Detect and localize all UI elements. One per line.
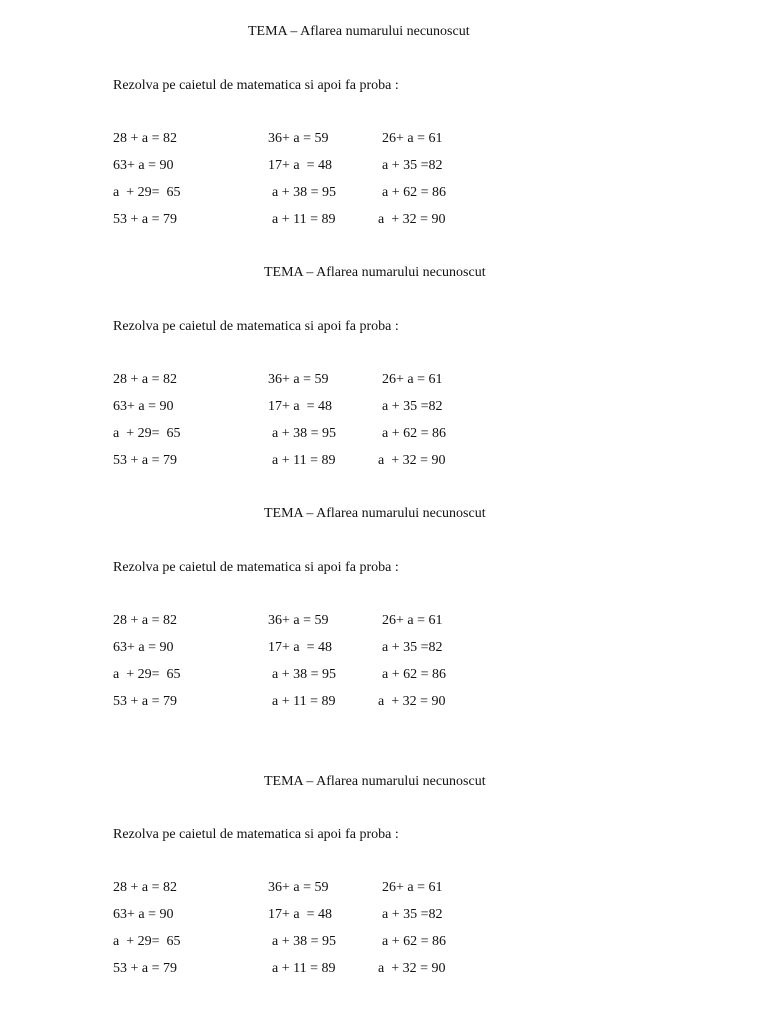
equation: a + 11 = 89 xyxy=(272,453,336,468)
equation: 53 + a = 79 xyxy=(113,212,178,227)
equation: 28 + a = 82 xyxy=(113,131,178,146)
equation: a + 38 = 95 xyxy=(272,185,337,200)
equation-row xyxy=(0,371,768,389)
section-instruction: Rezolva pe caietul de matematica si apoi fa proba : xyxy=(113,78,399,93)
equation: a + 29= 65 xyxy=(113,426,181,441)
equation: a + 11 = 89 xyxy=(272,212,336,227)
equation-row xyxy=(0,211,768,229)
equation: a + 11 = 89 xyxy=(272,694,336,709)
equation-row xyxy=(0,398,768,416)
equation: 36+ a = 59 xyxy=(268,880,329,895)
equation: 63+ a = 90 xyxy=(113,907,174,922)
equation: 53 + a = 79 xyxy=(113,453,178,468)
equation-row xyxy=(0,425,768,443)
equation: 17+ a = 48 xyxy=(268,158,333,173)
equation: 17+ a = 48 xyxy=(268,640,333,655)
equation: 36+ a = 59 xyxy=(268,372,329,387)
equation: a + 32 = 90 xyxy=(378,694,446,709)
equation: a + 62 = 86 xyxy=(382,934,447,949)
equation: a + 32 = 90 xyxy=(378,961,446,976)
equation: a + 35 =82 xyxy=(382,399,443,414)
equation: 63+ a = 90 xyxy=(113,399,174,414)
equation: a + 38 = 95 xyxy=(272,426,337,441)
equation: a + 29= 65 xyxy=(113,185,181,200)
equation: a + 38 = 95 xyxy=(272,667,337,682)
equation-row xyxy=(0,879,768,897)
equation-row xyxy=(0,666,768,684)
equation: a + 35 =82 xyxy=(382,640,443,655)
equation: 26+ a = 61 xyxy=(382,880,443,895)
equation: a + 35 =82 xyxy=(382,907,443,922)
equation: 28 + a = 82 xyxy=(113,372,178,387)
equation-row xyxy=(0,157,768,175)
equation-row xyxy=(0,184,768,202)
equation: 63+ a = 90 xyxy=(113,640,174,655)
equation: 26+ a = 61 xyxy=(382,613,443,628)
equation-row xyxy=(0,933,768,951)
section-title: TEMA – Aflarea numarului necunoscut xyxy=(264,265,486,280)
equation: 53 + a = 79 xyxy=(113,961,178,976)
equation: 17+ a = 48 xyxy=(268,399,333,414)
section-instruction: Rezolva pe caietul de matematica si apoi fa proba : xyxy=(113,560,399,575)
section-title: TEMA – Aflarea numarului necunoscut xyxy=(248,24,470,39)
equation: a + 11 = 89 xyxy=(272,961,336,976)
section-instruction: Rezolva pe caietul de matematica si apoi fa proba : xyxy=(113,319,399,334)
equation: 26+ a = 61 xyxy=(382,372,443,387)
equation: 26+ a = 61 xyxy=(382,131,443,146)
equation: a + 29= 65 xyxy=(113,934,181,949)
section-title: TEMA – Aflarea numarului necunoscut xyxy=(264,774,486,789)
equation-row xyxy=(0,452,768,470)
equation: a + 62 = 86 xyxy=(382,667,447,682)
equation: 53 + a = 79 xyxy=(113,694,178,709)
equation-row xyxy=(0,612,768,630)
section-instruction: Rezolva pe caietul de matematica si apoi fa proba : xyxy=(113,827,399,842)
equation: 63+ a = 90 xyxy=(113,158,174,173)
equation: 36+ a = 59 xyxy=(268,613,329,628)
equation-row xyxy=(0,130,768,148)
equation: a + 32 = 90 xyxy=(378,453,446,468)
equation: 17+ a = 48 xyxy=(268,907,333,922)
equation-row xyxy=(0,906,768,924)
equation: a + 62 = 86 xyxy=(382,185,447,200)
equation: a + 29= 65 xyxy=(113,667,181,682)
section-title: TEMA – Aflarea numarului necunoscut xyxy=(264,506,486,521)
equation-row xyxy=(0,693,768,711)
equation-row xyxy=(0,639,768,657)
equation: a + 62 = 86 xyxy=(382,426,447,441)
equation: 36+ a = 59 xyxy=(268,131,329,146)
equation: 28 + a = 82 xyxy=(113,613,178,628)
equation: a + 38 = 95 xyxy=(272,934,337,949)
equation: 28 + a = 82 xyxy=(113,880,178,895)
equation: a + 32 = 90 xyxy=(378,212,446,227)
equation: a + 35 =82 xyxy=(382,158,443,173)
equation-row xyxy=(0,960,768,978)
